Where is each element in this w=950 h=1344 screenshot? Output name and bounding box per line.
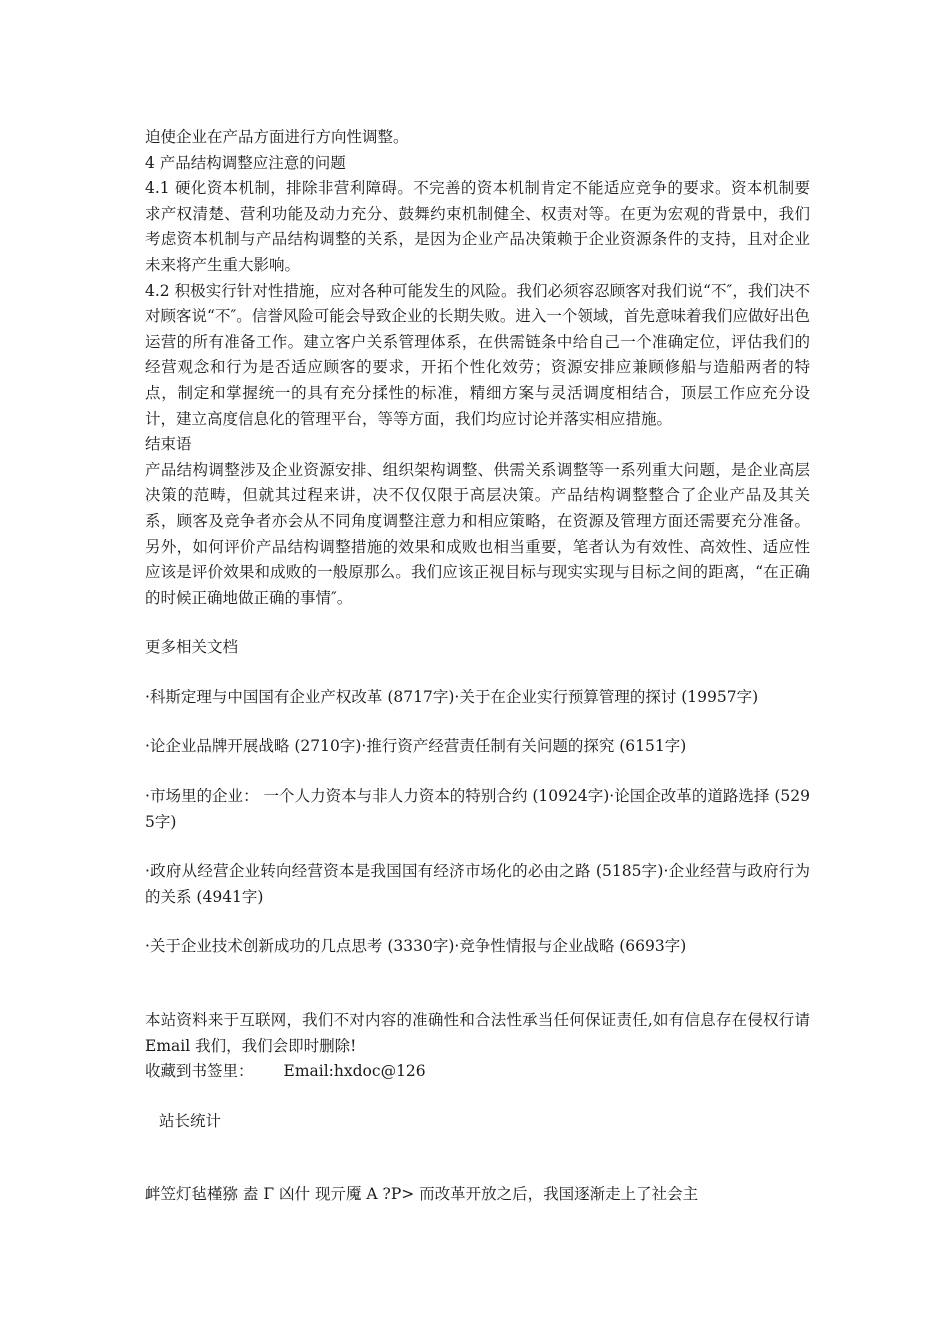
bookmark-row	[145, 1059, 810, 1085]
document-page	[145, 125, 810, 1208]
garbled-text-line: 衅笠灯毡槿猕 盍 Γ 凶什 现亓魇 A ?P> 而改革开放之后，我国逐渐走上了社会主	[145, 1185, 699, 1204]
related-doc-link[interactable]: ·科斯定理与中国国有企业产权改革 (8717字)·关于在企业实行预算管理的探讨 (19957字)	[145, 687, 759, 706]
section-heading-4: 4 产品结构调整应注意的问题	[145, 153, 346, 172]
email-text: Email:hxdoc@126	[283, 1062, 426, 1081]
related-doc-link[interactable]: ·政府从经营企业转向经营资本是我国国有经济市场化的必由之路 (5185字)·企业经营与政府行为的关系 (4941字)	[145, 862, 810, 906]
body-paragraph-4-2: 4.2 积极实行针对性措施，应对各种可能发生的风险。我们必须容忍顾客对我们说“不″，我们决不对顾客说“不″。信誉风险可能会导致企业的长期失败。进入一个领域，首先意味着我们应做好出色运营的所有准备工作。建立客户关系管理体系，在供需链条中给自己一个准确定位，评估我们的经营观念和行为是否适应顾客的要求，开拓个性化效劳；资源安排应兼顾修船与造船两者的特点，制定和掌握统一的具有充分揉性的标准，精细方案与灵活调度相结合，顶层工作应充分设计，建立高度信息化的管理平台，等等方面，我们均应讨论并落实相应措施。	[145, 281, 810, 428]
disclaimer-text: 本站资料来于互联网，我们不对内容的准确性和合法性承当任何保证责任,如有信息存在侵权行请 Email 我们，我们会即时删除!	[145, 1011, 810, 1055]
footer	[145, 1008, 810, 1085]
related-doc-link[interactable]: ·关于企业技术创新成功的几点思考 (3330字)·竞争性情报与企业战略 (6693字)	[145, 937, 687, 956]
site-stats-link[interactable]: 站长统计	[159, 1111, 222, 1130]
related-doc-link[interactable]: ·市场里的企业： 一个人力资本与非人力资本的特别合约 (10924字)·论国企改革的道路选择 (5295字)	[145, 787, 810, 831]
body-paragraph-1: 迫使企业在产品方面进行方向性调整。	[145, 128, 409, 146]
body-paragraph-4-1: 4.1 硬化资本机制，排除非营利障碍。不完善的资本机制肯定不能适应竞争的要求。资本机制要求产权清楚、营利功能及动力充分、鼓舞约束机制健全、权责对等。在更为宏观的背景中，我们考虑资本机制与产品结构调整的关系，是因为企业产品决策赖于企业资源条件的支持，且对企业未来将产生重大影响。	[145, 179, 810, 274]
conclusion-paragraph: 产品结构调整涉及企业资源安排、组织架构调整、供需关系调整等一系列重大问题，是企业高层决策的范畴，但就其过程来讲，决不仅仅限于高层决策。产品结构调整整合了企业产品及其关系，顾客及竞争者亦会从不同角度调整注意力和相应策略，在资源及管理方面还需要充分准备。另外，如何评价产品结构调整措施的效果和成败也相当重要，笔者认为有效性、高效性、适应性应该是评价效果和成败的一般原那么。我们应该正视目标与现实实现与目标之间的距离，“在正确的时候正确地做正确的事情″。	[145, 460, 810, 607]
conclusion-heading: 结束语	[145, 435, 192, 454]
bookmark-link[interactable]: 收藏到书签里：	[145, 1062, 254, 1081]
related-docs-heading: 更多相关文档	[145, 638, 239, 657]
related-doc-link[interactable]: ·论企业品牌开展战略 (2710字)·推行资产经营责任制有关问题的探究 (6151字)	[145, 737, 687, 756]
